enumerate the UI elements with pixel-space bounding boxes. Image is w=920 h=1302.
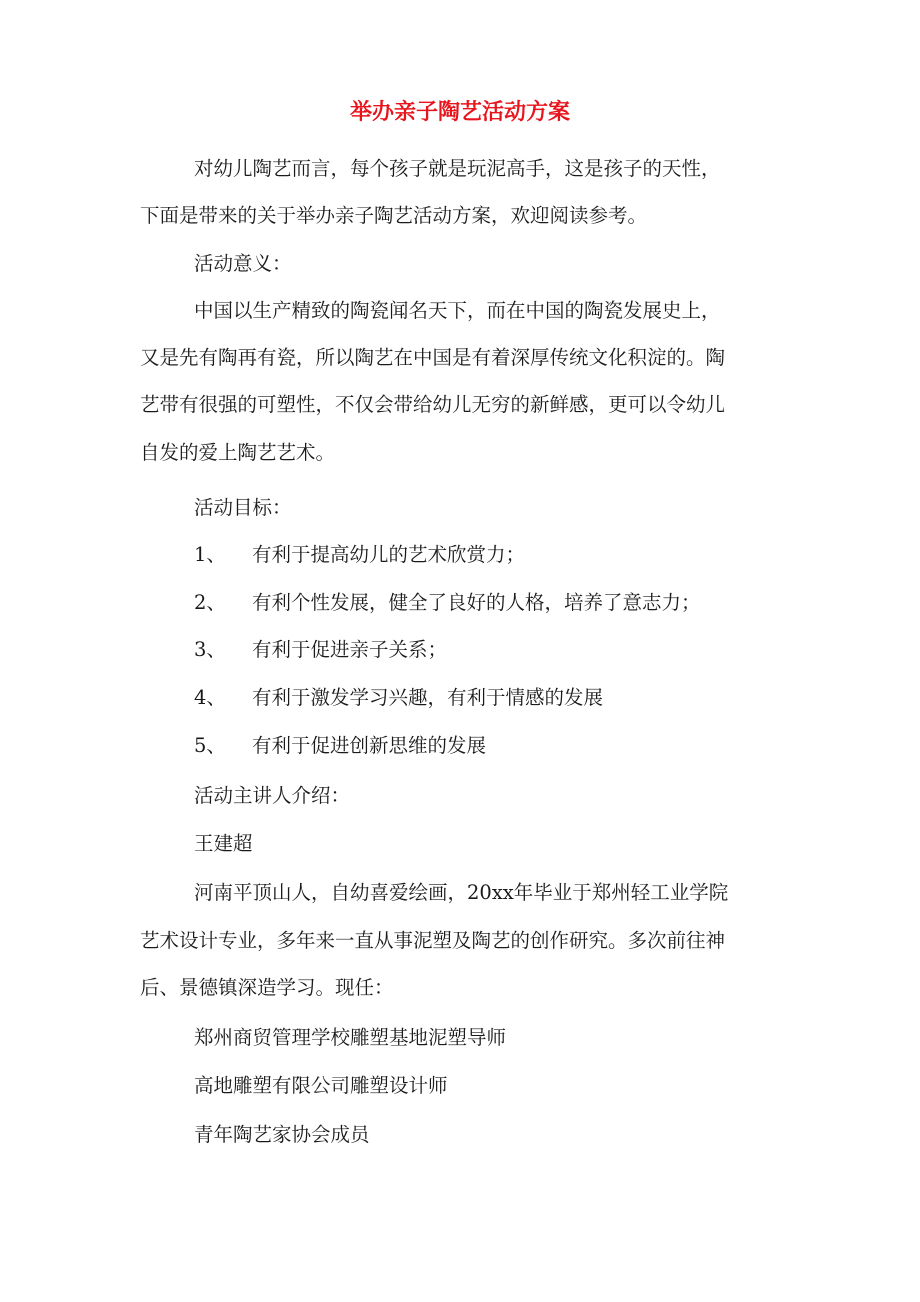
speaker-position-2: 高地雕塑有限公司雕塑设计师	[194, 1074, 448, 1097]
goal-number: 4、	[194, 686, 226, 709]
speaker-bio-line-2: 艺术设计专业，多年来一直从事泥塑及陶艺的创作研究。多次前往神	[140, 929, 726, 952]
goal-number: 3、	[194, 638, 226, 661]
significance-line-1: 中国以生产精致的陶瓷闻名天下，而在中国的陶瓷发展史上，	[194, 299, 721, 322]
speaker-position-3: 青年陶艺家协会成员	[194, 1123, 370, 1146]
significance-line-2: 又是先有陶再有瓷，所以陶艺在中国是有着深厚传统文化积淀的。陶	[140, 346, 726, 369]
speaker-bio-line-1: 河南平顶山人，自幼喜爱绘画，20xx年毕业于郑州轻工业学院	[194, 881, 729, 904]
intro-line-2: 下面是带来的关于举办亲子陶艺活动方案，欢迎阅读参考。	[140, 204, 648, 227]
goal-text: 有利于促进创新思维的发展	[252, 734, 487, 757]
goal-text: 有利个性发展，健全了良好的人格，培养了意志力；	[252, 591, 701, 614]
goal-text: 有利于激发学习兴趣，有利于情感的发展	[252, 686, 604, 709]
goal-text: 有利于提高幼儿的艺术欣赏力；	[252, 543, 526, 566]
intro-line-1: 对幼儿陶艺而言，每个孩子就是玩泥高手，这是孩子的天性，	[194, 157, 721, 180]
document-title: 举办亲子陶艺活动方案	[349, 100, 570, 125]
significance-line-4: 自发的爱上陶艺艺术。	[140, 441, 336, 464]
goals-heading: 活动目标：	[194, 496, 292, 519]
significance-line-3: 艺带有很强的可塑性，不仅会带给幼儿无穷的新鲜感，更可以令幼儿	[140, 393, 726, 416]
goal-number: 1、	[194, 543, 226, 566]
speaker-bio-line-3: 后、景德镇深造学习。现任：	[140, 976, 394, 999]
goal-item-2	[194, 588, 701, 618]
significance-heading: 活动意义：	[194, 252, 292, 275]
speaker-position-1: 郑州商贸管理学校雕塑基地泥塑导师	[194, 1026, 507, 1049]
goal-item-3	[194, 635, 447, 665]
goal-item-1	[194, 540, 525, 570]
goal-item-4	[194, 683, 603, 713]
speaker-heading: 活动主讲人介绍：	[194, 784, 351, 807]
speaker-name: 王建超	[194, 832, 253, 855]
goal-number: 5、	[194, 734, 226, 757]
goal-number: 2、	[194, 591, 226, 614]
goal-text: 有利于促进亲子关系；	[252, 638, 448, 661]
goal-item-5	[194, 731, 486, 761]
